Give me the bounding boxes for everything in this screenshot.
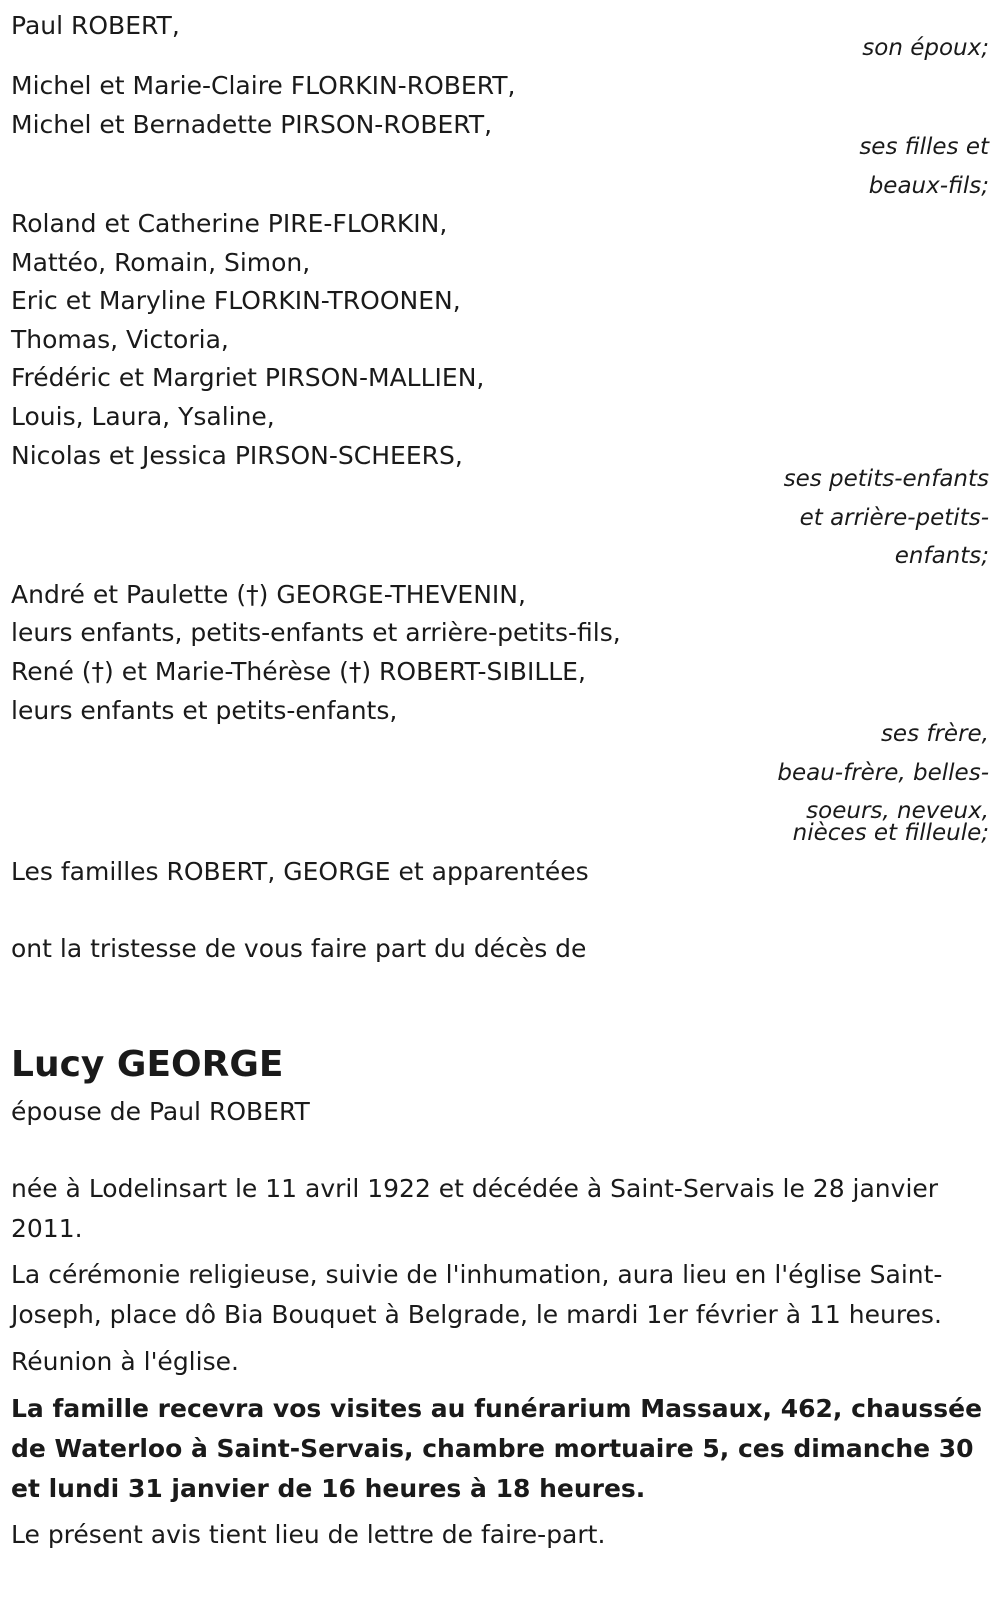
sibling-line-1: André et Paulette (†) GEORGE-THEVENIN, [11,580,526,609]
grandchild-line-5: Frédéric et Margriet PIRSON-MALLIEN, [11,363,485,392]
grandchild-line-2: Mattéo, Romain, Simon, [11,248,311,277]
siblings-relation-1: ses frère, [880,721,989,747]
siblings-relation-2: beau-frère, belles- [777,760,989,786]
grandchild-line-4: Thomas, Victoria, [11,325,229,354]
sibling-line-3: René (†) et Marie-Thérèse (†) ROBERT-SIBILLE, [11,657,586,686]
daughters-relation-2: beaux-fils; [868,173,989,199]
ceremony: La cérémonie religieuse, suivie de l'inhumation, aura lieu en l'église Saint-Joseph, place dô Bia Bouquet à Belgrade, le mardi 1er février à 11 heures. [11,1260,943,1329]
grandchild-line-3: Eric et Maryline FLORKIN-TROONEN, [11,286,461,315]
grandchild-line-1: Roland et Catherine PIRE-FLORKIN, [11,209,448,238]
daughter-line-1: Michel et Marie-Claire FLORKIN-ROBERT, [11,71,516,100]
announcement: ont la tristesse de vous faire part du décès de [11,934,587,963]
birth-death: née à Lodelinsart le 11 avril 1922 et décédée à Saint-Servais le 28 janvier 2011. [11,1174,939,1243]
grandchild-line-7: Nicolas et Jessica PIRSON-SCHEERS, [11,441,463,470]
siblings-relation-4: nièces et filleule; [792,820,989,846]
meeting: Réunion à l'église. [11,1347,239,1376]
spouse-name: Paul ROBERT, [11,11,180,40]
siblings-relation-3: soeurs, neveux, [806,798,989,824]
daughters-relation-1: ses filles et [859,134,989,160]
closing: Le présent avis tient lieu de lettre de faire-part. [11,1520,606,1549]
visits: La famille recevra vos visites au funérarium Massaux, 462, chaussée de Waterloo à Saint-Servais, chambre mortuaire 5, ces dimanche 30 et lundi 31 janvier de 16 heures à 18 heures. [11,1394,983,1503]
grandchildren-relation-2: et arrière-petits- [799,505,989,531]
grandchildren-relation-3: enfants; [894,543,989,569]
grandchildren-relation-1: ses petits-enfants [783,466,989,492]
sibling-line-4: leurs enfants et petits-enfants, [11,696,398,725]
daughter-line-2: Michel et Bernadette PIRSON-ROBERT, [11,110,493,139]
grandchild-line-6: Louis, Laura, Ysaline, [11,402,275,431]
spouse-of: épouse de Paul ROBERT [11,1097,310,1126]
spouse-relation: son époux; [862,35,989,61]
families-line: Les familles ROBERT, GEORGE et apparentées [11,857,589,886]
deceased-name: Lucy GEORGE [11,1044,284,1085]
sibling-line-2: leurs enfants, petits-enfants et arrière-petits-fils, [11,618,621,647]
